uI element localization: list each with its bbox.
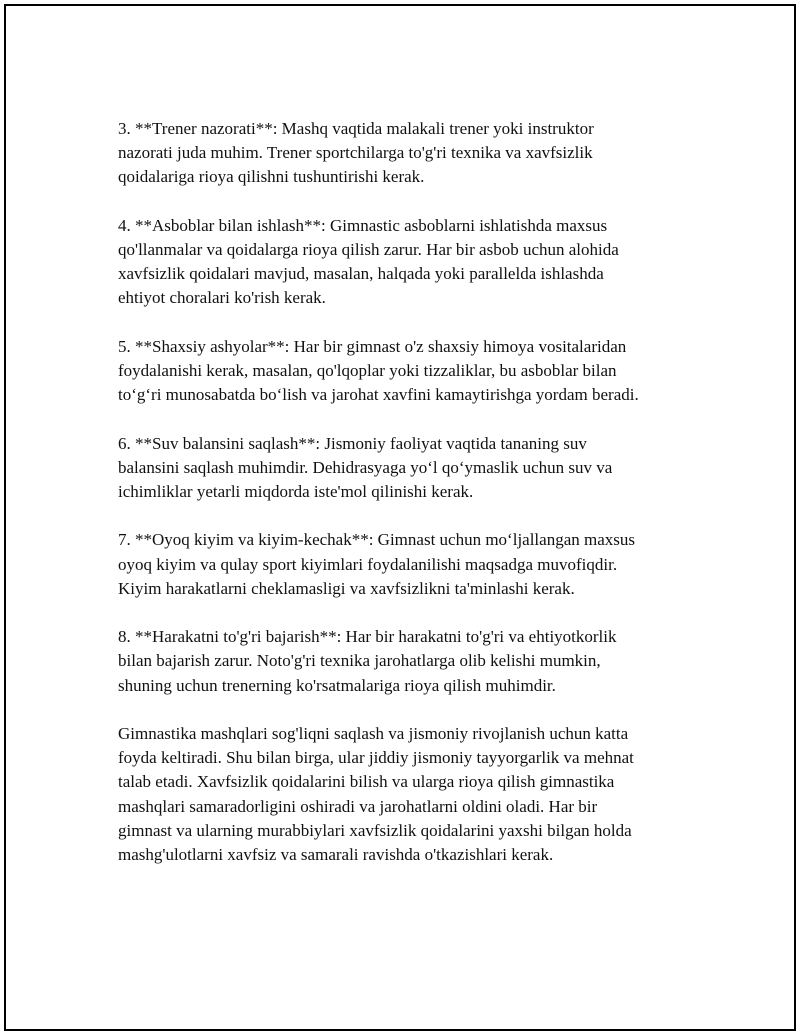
- paragraph-conclusion: Gimnastika mashqlari sog'liqni saqlash va jismoniy rivojlanish uchun katta foyda keltiradi. Shu bilan birga, ular jiddiy jismoniy tayyorgarlik va mehnat talab etadi. Xavfsizlik qoidalarini bilish va ularga rioya qilish gimnastika mashqlari samaradorligini oshiradi va jarohatlarni oldini oladi. Har bir gimnast va ularning murabbiylari xavfsizlik qoidalarini yaxshi bilgan holda mashg'ulotlarni xavfsiz va samarali ravishda o'tkazishlari kerak.: [118, 723, 634, 864]
- paragraph-trener-nazorati: 3. **Trener nazorati**: Mashq vaqtida malakali trener yoki instruktor nazorati juda muhim. Trener sportchilarga to'g'ri texnika va xavfsizlik qoidalariga rioya qilishni tushuntirishi kerak.: [118, 119, 594, 187]
- paragraph-harakatni-bajarish: 8. **Harakatni to'g'ri bajarish**: Har bir harakatni to'g'ri va ehtiyotkorlik bilan bajarish zarur. Noto'g'ri texnika jarohatlarga olib kelishi mumkin, shuning uchun trenerning ko'rsatmalariga rioya qilish muhimdir.: [118, 627, 617, 695]
- document-body: [118, 117, 690, 867]
- paragraph-asboblar-bilan-ishlash: 4. **Asboblar bilan ishlash**: Gimnastic asboblarni ishlatishda maxsus qo'llanmalar va qoidalarga rioya qilish zarur. Har bir asbob uchun alohida xavfsizlik qoidalari mavjud, masalan, halqada yoki parallelda ishlashda ehtiyot choralari ko'rish kerak.: [118, 215, 619, 308]
- paragraph-shaxsiy-ashyolar: 5. **Shaxsiy ashyolar**: Har bir gimnast o'z shaxsiy himoya vositalaridan foydalanishi kerak, masalan, qo'lqoplar yoki tizzaliklar, bu asboblar bilan to‘g‘ri munosabatda bo‘lish va jarohat xavfini kamaytirishga yordam beradi.: [118, 336, 639, 405]
- paragraph-oyoq-kiyim: 7. **Oyoq kiyim va kiyim-kechak**: Gimnast uchun mo‘ljallangan maxsus oyoq kiyim va qulay sport kiyimlari foydalanilishi maqsadga muvofiqdir. Kiyim harakatlarni cheklamasligi va xavfsizlikni ta'minlashi kerak.: [118, 530, 635, 598]
- paragraph-suv-balansini-saqlash: 6. **Suv balansini saqlash**: Jismoniy faoliyat vaqtida tananing suv balansini saqlash muhimdir. Dehidrasyaga yo‘l qo‘ymaslik uchun suv va ichimliklar yetarli miqdorda iste'mol qilinishi kerak.: [118, 433, 613, 501]
